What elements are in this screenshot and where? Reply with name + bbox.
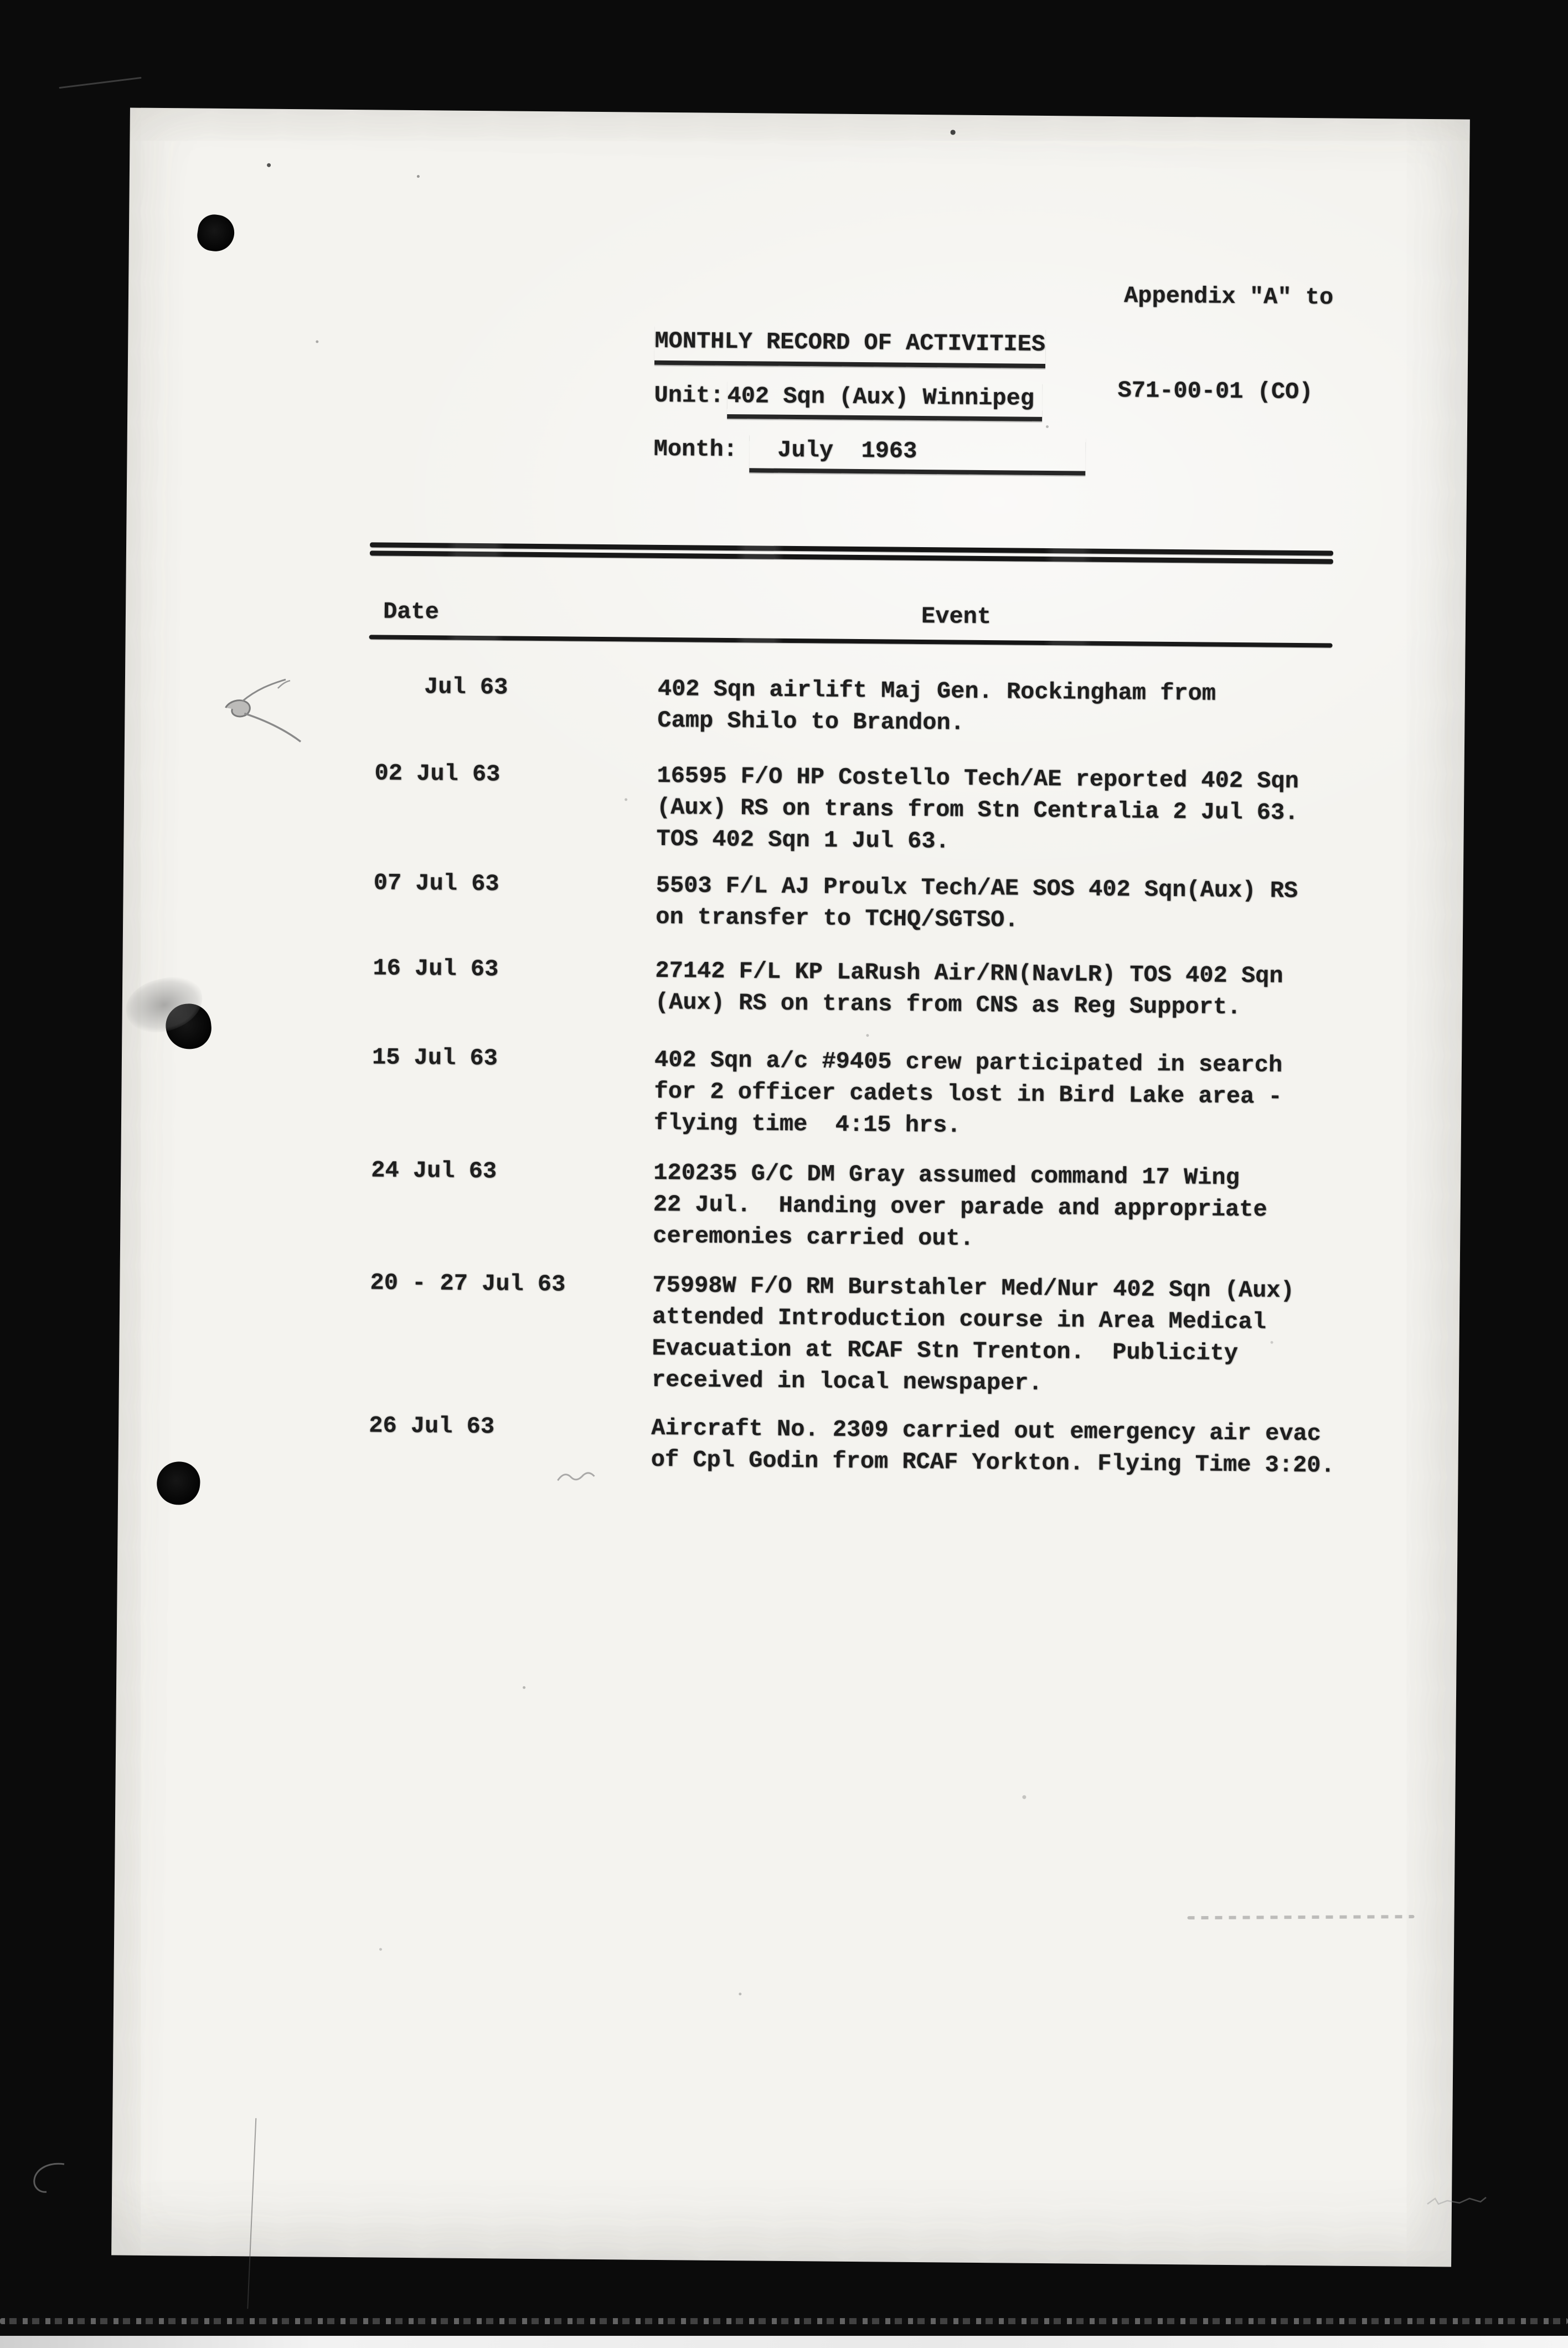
row-date: 02 Jul 63 [374, 760, 501, 788]
table-row [123, 950, 1463, 1021]
document-page [111, 108, 1470, 2267]
row-date: 16 Jul 63 [373, 955, 499, 983]
row-event: Aircraft No. 2309 carried out emergency air evac of Cpl Godin from RCAF Yorkton. Flying Time 3:20. [651, 1414, 1335, 1479]
row-event: 16595 F/O HP Costello Tech/AE reported 402 Sqn (Aux) RS on trans from Stn Centralia 2 Jul 63. TOS 402 Sqn 1 Jul 63. [656, 762, 1299, 855]
row-date: 07 Jul 63 [373, 869, 499, 898]
faint-pencil-dashes [1188, 1915, 1415, 1919]
unit-label: Unit: [654, 382, 724, 409]
row-event: 120235 G/C DM Gray assumed command 17 Wing 22 Jul. Handing over parade and appropriate ceremonies carried out. [653, 1159, 1267, 1252]
hole-punch-dot [155, 1460, 202, 1506]
row-date: 20 - 27 Jul 63 [370, 1269, 566, 1298]
unit-value: 402 Sqn (Aux) Winnipeg [727, 380, 1042, 421]
appendix-line2: S71-00-01 (CO) [1117, 377, 1313, 406]
row-date: Jul 63 [424, 673, 508, 701]
scan-bottom-streak [0, 2318, 1568, 2324]
table-row [121, 1152, 1461, 1252]
table-row [120, 1265, 1460, 1397]
scan-curl-artifact [1423, 2187, 1489, 2221]
row-event: 5503 F/L AJ Proulx Tech/AE SOS 402 Sqn(Aux) RS on transfer to TCHQ/SGTSO. [656, 872, 1298, 934]
page-title: MONTHLY RECORD OF ACTIVITIES [654, 326, 1045, 368]
row-date: 15 Jul 63 [372, 1044, 498, 1072]
scan-curl-artifact [25, 2160, 75, 2198]
table-row [125, 755, 1464, 855]
row-event: 27142 F/L KP LaRush Air/RN(NavLR) TOS 402 Sqn (Aux) RS on trans from CNS as Reg Support. [654, 957, 1283, 1021]
table-row [122, 1039, 1462, 1139]
row-event: 75998W F/O RM Burstahler Med/Nur 402 Sqn (Aux) attended Introduction course in Area Medical Evacuation at RCAF Stn Trenton. Publicity received in local newspaper. [651, 1271, 1295, 1397]
row-event: 402 Sqn a/c #9405 crew participated in search for 2 officer cadets lost in Bird Lake area - flying time 4:15 hrs. [653, 1046, 1283, 1139]
row-event: 402 Sqn airlift Maj Gen. Rockingham from Camp Shilo to Brandon. [657, 675, 1216, 737]
month-line [653, 434, 1085, 476]
table-header-rule [369, 635, 1333, 647]
scan-bottom-edge [0, 2336, 1568, 2348]
month-label: Month: [653, 435, 738, 464]
row-date: 26 Jul 63 [369, 1412, 495, 1440]
column-header-date: Date [383, 598, 440, 626]
row-date: 24 Jul 63 [371, 1157, 497, 1185]
hole-punch-dot [195, 212, 236, 254]
scan-scratch-mark [59, 77, 141, 89]
appendix-reference [1117, 217, 1334, 471]
pencil-scribble [218, 673, 329, 746]
pencil-squiggle [554, 1464, 599, 1489]
column-header-event: Event [921, 603, 992, 631]
unit-line [654, 380, 1042, 421]
paper-specks [130, 108, 132, 110]
scan-hair-artifact [247, 2118, 256, 2309]
month-value: July 1963 [749, 434, 1085, 475]
table-row [123, 865, 1463, 934]
appendix-line1: Appendix "A" to [1123, 282, 1334, 311]
table-row [118, 1408, 1458, 1479]
